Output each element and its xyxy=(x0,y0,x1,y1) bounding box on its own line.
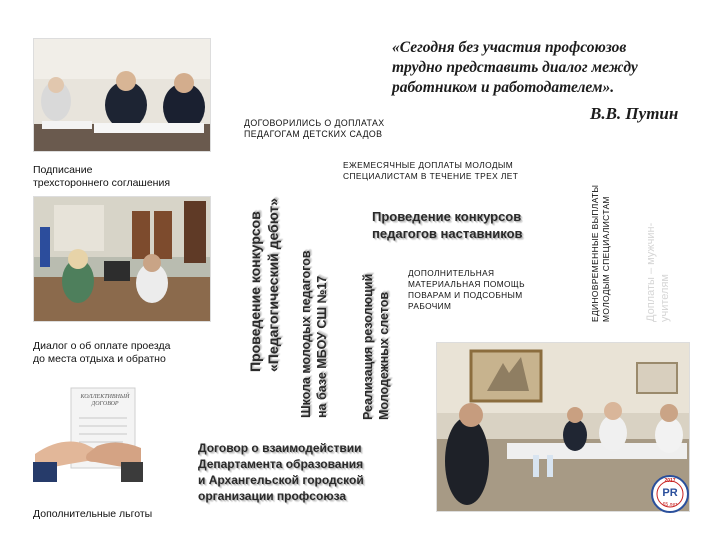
dialog-caption-line-1: Диалог о об оплате проезда xyxy=(33,340,171,352)
resolutions-label xyxy=(360,274,392,420)
dialog-photo xyxy=(33,196,211,322)
quote-line-3: работником и работодателем». xyxy=(392,79,615,96)
faded-label-line-1: Доплаты – мужчин- xyxy=(645,222,657,322)
dialog-caption-line-2: до места отдыха и обратно xyxy=(33,353,166,365)
extra-label-line-2: МАТЕРИАЛЬНАЯ ПОМОЩЬ xyxy=(408,279,525,289)
mentor-label-line-1: Проведение конкурсов xyxy=(372,209,522,224)
mentor-contest-label xyxy=(372,208,523,242)
signing-caption xyxy=(33,164,170,190)
agreed-label xyxy=(244,118,385,140)
monthly-label-line-1: ЕЖЕМЕСЯЧНЫЕ ДОПЛАТЫ МОЛОДЫМ xyxy=(343,160,514,170)
signing-caption-line-1: Подписание xyxy=(33,164,93,176)
document-heading xyxy=(77,394,133,408)
union-anniversary-logo xyxy=(650,474,690,514)
monthly-payments-label xyxy=(343,160,518,182)
document-heading-line-1: КОЛЛЕКТИВНЫЙ xyxy=(80,394,130,400)
school-label-line-2: на базе МБОУ СШ №17 xyxy=(315,275,329,418)
school-label-line-1: Школа молодых педагогов xyxy=(299,250,313,418)
debut-label-line-1: Проведение конкурсов xyxy=(247,211,263,372)
resolutions-label-line-1: Реализация резолюций xyxy=(361,273,375,420)
extra-label-line-3: ПОВАРАМ И ПОДСОБНЫМ xyxy=(408,290,523,300)
dialog-caption xyxy=(33,340,170,366)
onetime-label-line-1: ЕДИНОВРЕМЕННЫЕ ВЫПЛАТЫ xyxy=(590,184,600,322)
agreed-label-line-2: ПЕДАГОГАМ ДЕТСКИХ САДОВ xyxy=(244,129,383,139)
debut-label-line-2: «Педагогический дебют» xyxy=(265,198,281,372)
one-time-payments-label xyxy=(590,185,612,322)
cooperation-contract-label xyxy=(198,440,364,504)
benefits-caption: Дополнительные льготы xyxy=(33,508,153,520)
resolutions-label-line-2: Молодежных слетов xyxy=(377,291,391,420)
contract-label-line-3: и Архангельской городской xyxy=(198,473,364,487)
mentor-label-line-2: педагогов наставников xyxy=(372,226,523,241)
pedagogical-debut-label xyxy=(246,198,282,372)
contract-label-line-4: организации профсоюза xyxy=(198,489,347,503)
handshake-photo xyxy=(33,384,143,490)
quote-line-1: «Сегодня без участия профсоюзов xyxy=(392,39,627,56)
male-teachers-allowance-label xyxy=(644,223,672,322)
onetime-label-line-2: МОЛОДЫМ СПЕЦИАЛИСТАМ xyxy=(601,196,611,322)
contract-label-line-1: Договор о взаимодействии xyxy=(198,441,362,455)
young-teachers-school-label xyxy=(298,251,330,418)
quote-line-2: трудно представить диалог между xyxy=(392,59,638,76)
monthly-label-line-2: СПЕЦИАЛИСТАМ В ТЕЧЕНИЕ ТРЕХ ЛЕТ xyxy=(343,171,519,181)
extra-label-line-1: ДОПОЛНИТЕЛЬНАЯ xyxy=(408,268,495,278)
logo-year: 2017 xyxy=(664,478,676,484)
extra-aid-label xyxy=(408,268,525,312)
agreed-label-line-1: ДОГОВОРИЛИСЬ О ДОПЛАТАХ xyxy=(244,118,385,128)
signing-caption-line-2: трехстороннего соглашения xyxy=(33,177,171,189)
signing-photo xyxy=(33,38,211,152)
logo-text: PR xyxy=(662,487,678,499)
putin-quote xyxy=(392,38,712,98)
document-heading-line-2: ДОГОВОР xyxy=(91,401,119,407)
logo-anniversary: 65 лет xyxy=(662,502,678,508)
quote-author: В.В. Путин xyxy=(590,104,679,123)
faded-label-line-2: учителям xyxy=(659,274,671,322)
contract-label-line-2: Департамента образования xyxy=(198,457,364,471)
extra-label-line-4: РАБОЧИМ xyxy=(408,301,452,311)
